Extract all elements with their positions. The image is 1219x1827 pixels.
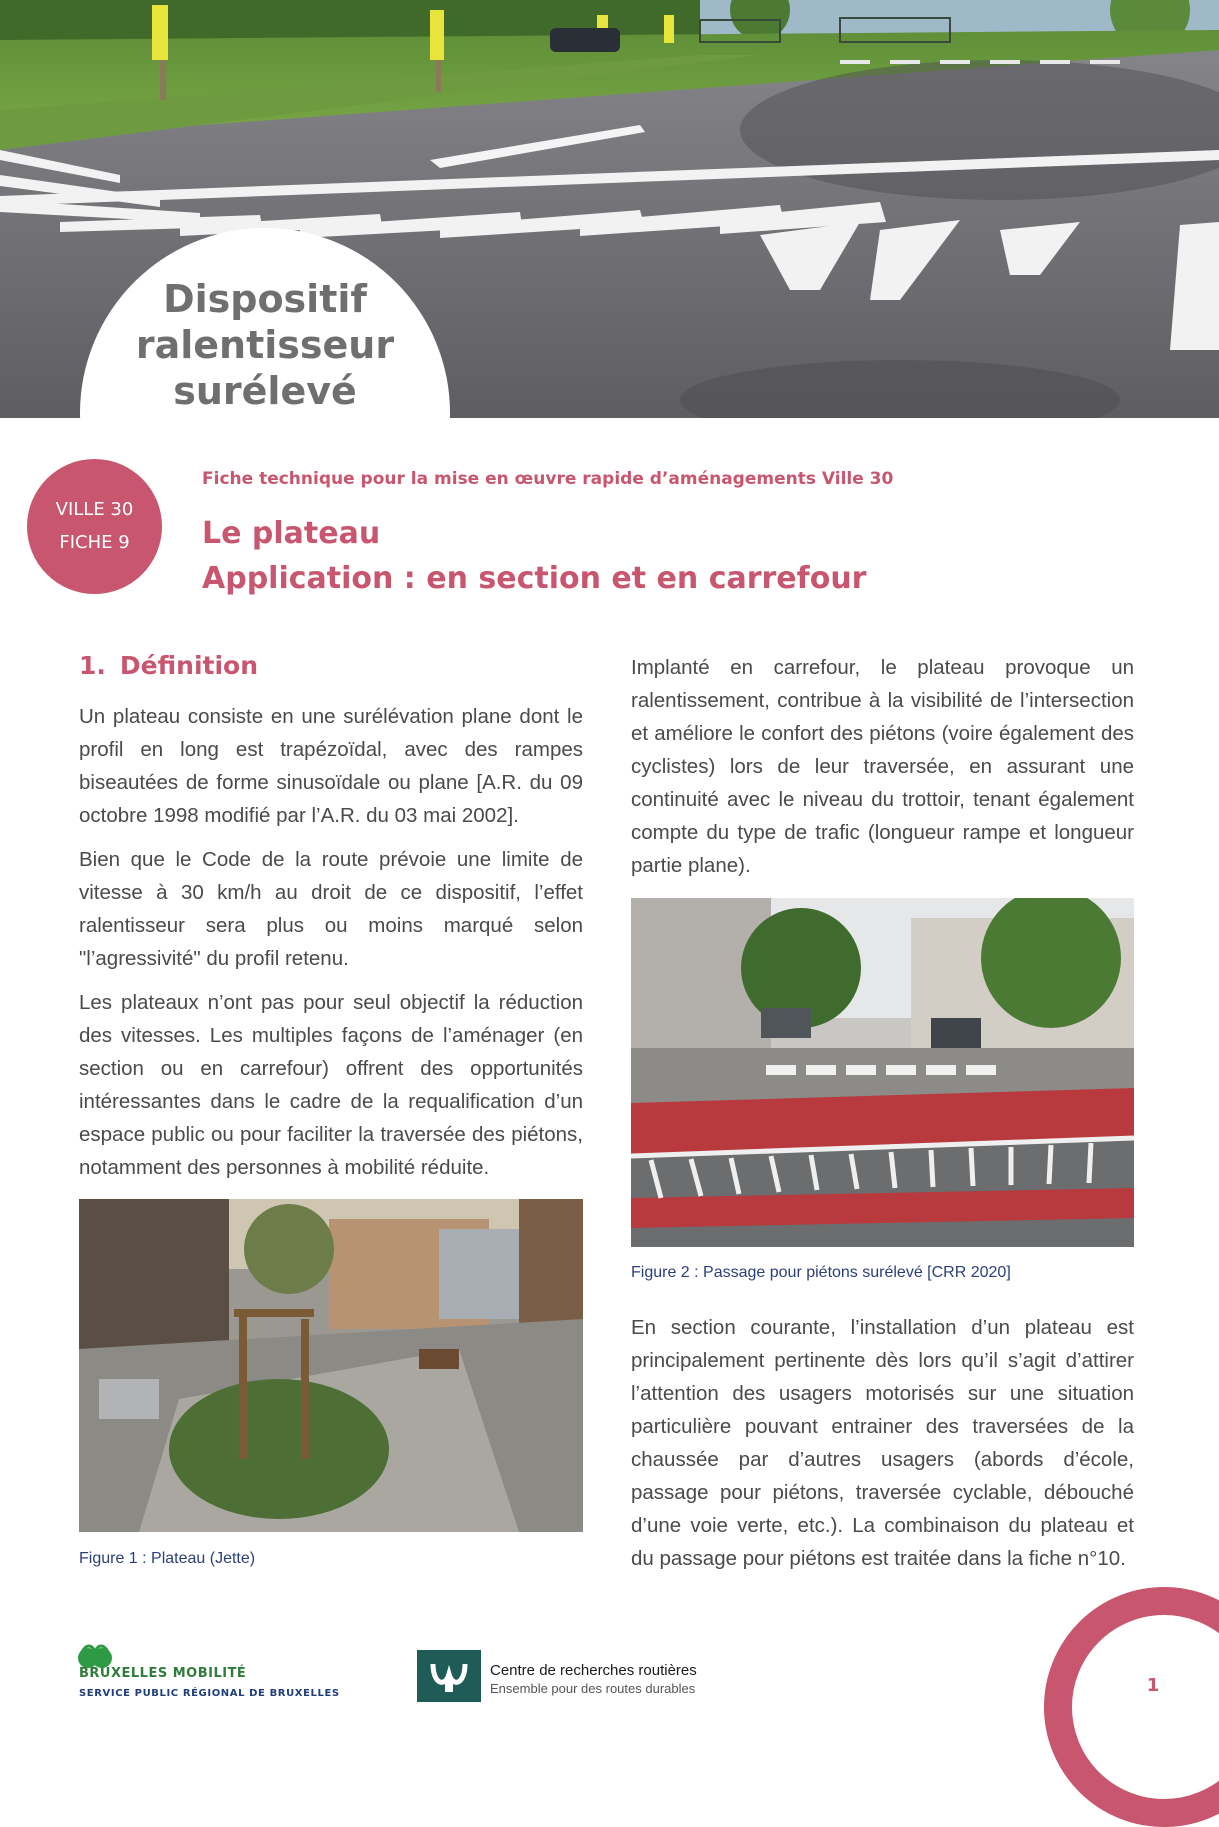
- bruxelles-mobilite-subtitle: SERVICE PUBLIC RÉGIONAL DE BRUXELLES: [79, 1688, 340, 1699]
- paragraph-4: Implanté en carrefour, le plateau provoque un ralentissement, contribue à la visibilité de l’intersection et améliore le confort des piétons (voire également des cyclistes) lors de leur traversée, en assurant une continuité avec le niveau du trottoir, tenant également compte du type de trafic (longueur rampe et longueur partie plane).: [631, 656, 1134, 877]
- main-title-line-1: Le plateau: [202, 516, 381, 551]
- figure-2-photo: [631, 898, 1134, 1247]
- title-line-3: surélevé: [173, 369, 357, 413]
- paragraph-3: Les plateaux n’ont pas pour seul objectif la réduction des vitesses. Les multiples façons de l’aménager (en section ou en carrefour) offrent des opportunités intéressantes dans le cadre de la requalification d’un espace public ou pour faciliter la traversée des piétons, notamment des personnes à mobilité réduite.: [79, 991, 583, 1179]
- section-heading: [79, 651, 258, 680]
- page-number: 1: [1146, 1675, 1160, 1696]
- badge-line-1: VILLE 30: [55, 499, 134, 520]
- footer-decorative-arc: [1044, 1587, 1219, 1827]
- title-line-2: ralentisseur: [135, 323, 395, 367]
- bruxelles-mobilite-name: BRUXELLES MOBILITÉ: [79, 1666, 247, 1681]
- crr-logo-icon: [417, 1650, 481, 1702]
- crr-name: Centre de recherches routières: [490, 1662, 697, 1679]
- figure-2-caption: Figure 2 : Passage pour piétons surélevé [CRR 2020]: [631, 1264, 1011, 1281]
- section-title: Définition: [119, 651, 259, 680]
- crr-tagline: Ensemble pour des routes durables: [490, 1681, 696, 1696]
- fiche-badge: [27, 459, 162, 594]
- main-title-line-2: Application : en section et en carrefour: [202, 561, 867, 596]
- fiche-subtitle: Fiche technique pour la mise en œuvre rapide d’aménagements Ville 30: [202, 469, 894, 489]
- figure-1-photo: [79, 1199, 583, 1532]
- section-number: 1.: [79, 651, 106, 680]
- paragraph-5: En section courante, l’installation d’un plateau est principalement pertinente dès lors qu’il s’agit d’attirer l’attention des usagers motorisés sur une situation particulière pouvant entrainer des traversées de la chaussée par d’autres usagers (abords d’école, passage pour piétons, traversée cyclable, débouché d’une voie verte, etc.). La combinaison du plateau et du passage pour piétons est traitée dans la fiche n°10.: [631, 1316, 1134, 1570]
- badge-line-2: FICHE 9: [59, 532, 130, 553]
- paragraph-2: Bien que le Code de la route prévoie une limite de vitesse à 30 km/h au droit de ce dispositif, l’effet ralentisseur sera plus ou moins marqué selon "l’agressivité" du profil retenu.: [79, 848, 583, 970]
- figure-1-caption: Figure 1 : Plateau (Jette): [79, 1550, 256, 1567]
- paragraph-1: Un plateau consiste en une surélévation plane dont le profil en long est trapézoïdal, avec des rampes biseautées de forme sinusoïdale ou plane [A.R. du 09 octobre 1998 modifié par l’A.R. du 03 mai 2002].: [79, 705, 583, 827]
- title-line-1: Dispositif: [163, 277, 367, 321]
- main-title: [202, 511, 866, 601]
